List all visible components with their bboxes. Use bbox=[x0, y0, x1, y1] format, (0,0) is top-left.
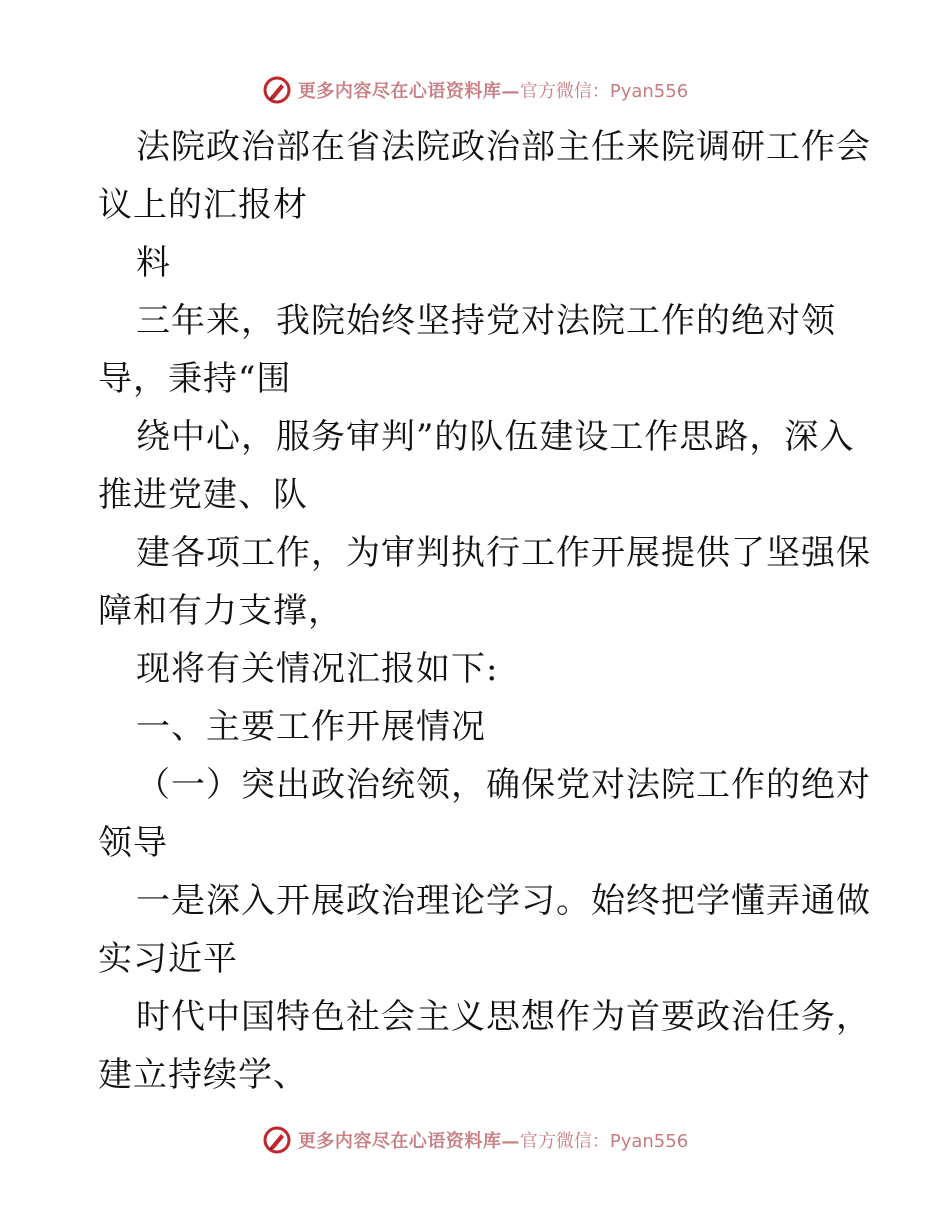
text-line: 障和有力支撑， bbox=[98, 591, 343, 631]
text-line: 推进党建、队 bbox=[98, 475, 308, 515]
text-line: 料 bbox=[136, 243, 171, 283]
text-line: 议上的汇报材 bbox=[98, 185, 308, 225]
text-line: 实习近平 bbox=[98, 939, 238, 979]
text-line: 法院政治部在省法院政治部主任来院调研工作会 bbox=[136, 127, 871, 167]
text-line: 领导 bbox=[98, 823, 168, 863]
header-brand-text: 更多内容尽在心语资料库— bbox=[297, 81, 520, 102]
section-heading: 一、主要工作开展情况 bbox=[136, 707, 486, 747]
pen-logo-icon bbox=[262, 1125, 292, 1155]
text-line: 三年来，我院始终坚持党对法院工作的绝对领 bbox=[136, 301, 836, 341]
text-line: 现将有关情况汇报如下: bbox=[136, 649, 499, 689]
text-line: 绕中心，服务审判”的队伍建设工作思路，深入 bbox=[136, 417, 855, 457]
footer-wechat-text: 官方微信：Pyan556 bbox=[519, 1131, 689, 1152]
footer-watermark-banner bbox=[0, 1120, 950, 1160]
text-line: 一是深入开展政治理论学习。始终把学懂弄通做 bbox=[136, 881, 871, 921]
text-line: 导，秉持“围 bbox=[98, 359, 292, 399]
footer-brand-text: 更多内容尽在心语资料库— bbox=[297, 1131, 520, 1152]
subsection-heading: （一）突出政治统领，确保党对法院工作的绝对 bbox=[136, 765, 871, 805]
pen-logo-icon bbox=[262, 75, 292, 105]
header-wechat-text: 官方微信：Pyan556 bbox=[519, 81, 689, 102]
text-line: 建各项工作，为审判执行工作开展提供了坚强保 bbox=[136, 533, 871, 573]
document-body bbox=[98, 118, 871, 1104]
text-line: 建立持续学、 bbox=[98, 1055, 308, 1095]
header-watermark-banner bbox=[0, 70, 950, 110]
text-line: 时代中国特色社会主义思想作为首要政治任务， bbox=[136, 997, 871, 1037]
